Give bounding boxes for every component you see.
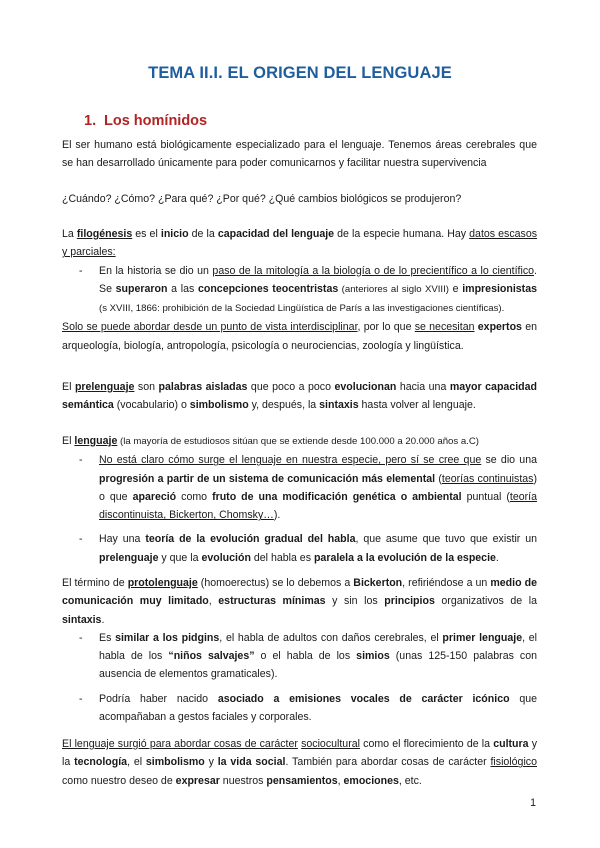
- list-item: - Es similar a los pidgins, el habla de adultos con daños cerebrales, el primer lenguaje, el habla de los “niños salvajes” o el habla de los simios (unas 125-150 palabras con ausencia de elementos gramaticales).: [79, 631, 538, 681]
- term-protolenguaje: protolenguaje: [127, 577, 198, 589]
- list-item: - En la historia se dio un paso de la mitología a la biología o de lo precientífico a lo científico. Se superaron a las concepciones teocentristas (anteriores al siglo XVIII) e impresionistas (s XVIII, 1866: prohibición de la Sociedad Lingüística de París a las investigaciones científicas).: [79, 264, 537, 315]
- filogenesis-paragraph: La filogénesis es el inicio de la capacidad del lenguaje de la especie humana. Hay datos escasos y parciales:: [62, 228, 538, 259]
- page-number: 1: [530, 797, 536, 809]
- section-title: Los homínidos: [104, 113, 208, 129]
- filogenesis-list: [62, 262, 537, 319]
- lenguaje-paragraph: El lenguaje (la mayoría de estudiosos sitúan que se extiende desde 100.000 a 20.000 años a.C): [62, 435, 479, 447]
- conclusion-paragraph: El lenguaje surgió para abordar cosas de carácter sociocultural como el florecimiento de la cultura y la tecnología, el simbolismo y la vida social. También para abordar cosas de carácter fisiológico como nuestro deseo de expresar nuestros pensamientos, emociones, etc.: [62, 738, 537, 787]
- section-heading: [84, 113, 207, 129]
- list-item: - Hay una teoría de la evolución gradual del habla, que asume que tuvo que existir un prelenguaje y que la evolución del habla es paralela a la evolución de la especie.: [79, 533, 538, 564]
- term-filogenesis: filogénesis: [76, 228, 133, 240]
- page-title: TEMA II.I. EL ORIGEN DEL LENGUAJE: [148, 64, 452, 82]
- protolenguaje-paragraph: El término de protolenguaje (homoerectus) se lo debemos a Bickerton, refiriéndose a un medio de comunicación muy limitado, estructuras mínimas y sin los principios organizativos de la sintaxis.: [62, 577, 538, 626]
- protolenguaje-section: [62, 574, 537, 726]
- term-lenguaje: lenguaje: [74, 435, 118, 447]
- questions-paragraph: ¿Cuándo? ¿Cómo? ¿Para qué? ¿Por qué? ¿Qué cambios biológicos se produjeron?: [62, 193, 462, 205]
- term-prelenguaje: prelenguaje: [74, 381, 135, 393]
- section-number: 1.: [84, 113, 97, 129]
- lenguaje-section: [62, 432, 537, 567]
- prelenguaje-paragraph: El prelenguaje son palabras aisladas que poco a poco evolucionan hacia una mayor capacidad semántica (vocabulario) o simbolismo y, después, la sintaxis hasta volver al lenguaje.: [62, 381, 537, 412]
- list-item: - Podría haber nacido asociado a emisiones vocales de carácter icónico que acompañaban a gestos faciales y corporales.: [79, 692, 537, 724]
- protolenguaje-list: [62, 629, 537, 726]
- filogenesis-section: [62, 225, 537, 355]
- list-item: - No está claro cómo surge el lenguaje en nuestra especie, pero sí se cree que se dio una progresión a partir de un sistema de comunicación más elemental (teorías continuistas) o que apareció como fruto de una modificación genética o ambiental puntual (teoría discontinuista, Bickerton, Chomsky…).: [79, 454, 538, 522]
- intro-paragraph: El ser humano está biológicamente especializado para el lenguaje. Tenemos áreas cerebrales que se han desarrollado únicamente para poder comunicarnos y facilitar nuestra supervivencia: [62, 139, 537, 170]
- lenguaje-list: [62, 451, 537, 567]
- interdisciplinary-paragraph: Solo se puede abordar desde un punto de vista interdisciplinar, por lo que se necesitan expertos en arqueología, biología, antropología, psicología o neurociencias, zoología y lingüística.: [62, 321, 537, 352]
